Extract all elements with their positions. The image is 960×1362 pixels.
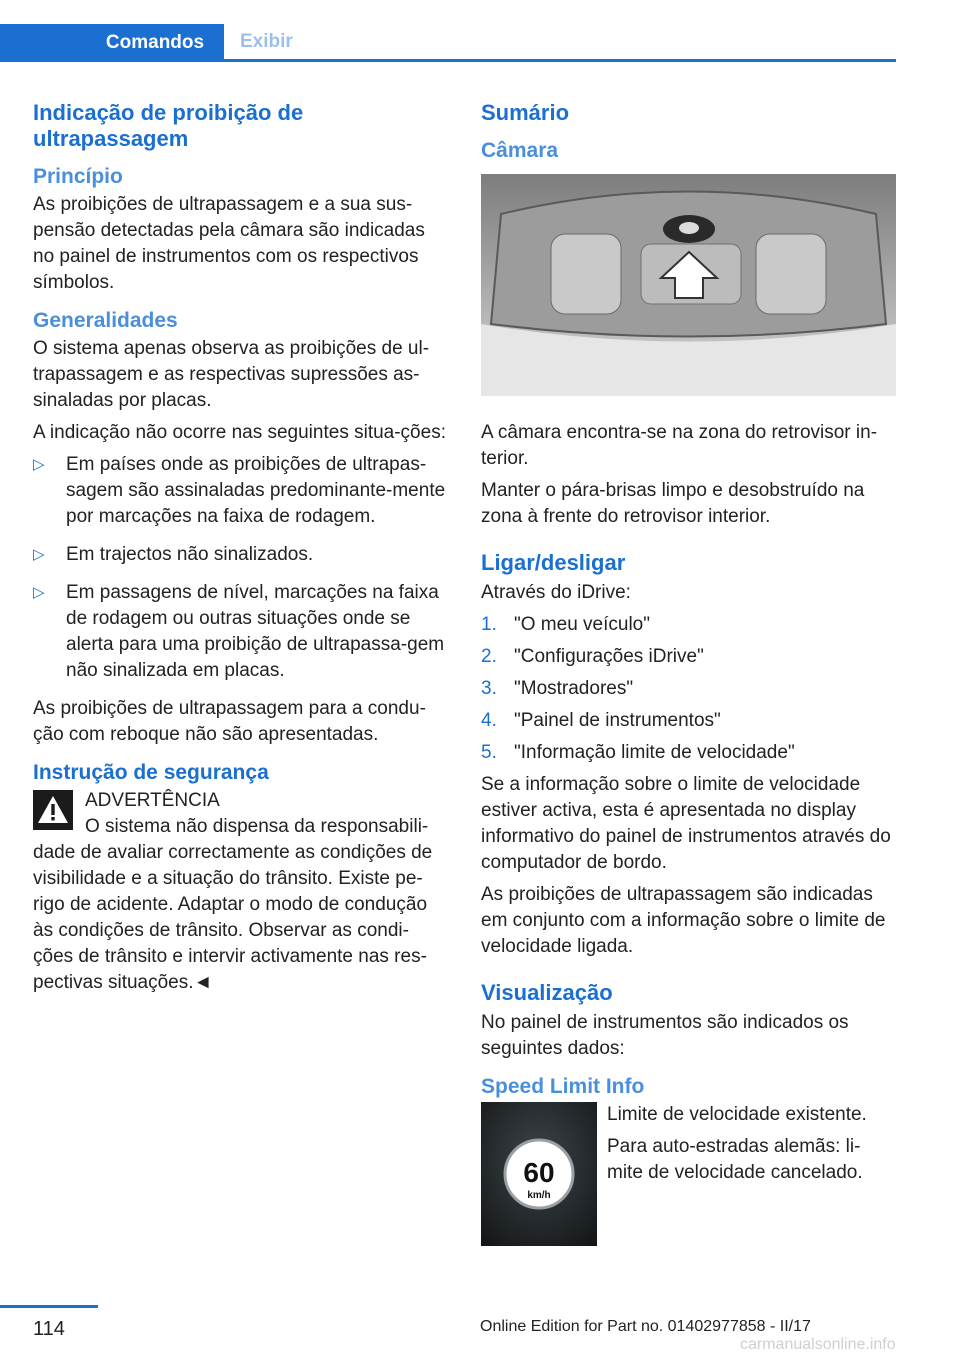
camera-location-photo	[481, 174, 896, 396]
ligar-intro: Através do iDrive:	[481, 582, 631, 603]
left-column	[33, 100, 448, 1002]
triangle-bullet-icon: ▷	[33, 456, 45, 473]
list-item: 4. "Painel de instrumentos"	[481, 710, 721, 731]
idrive-steps	[481, 612, 896, 766]
ligar-text-2: As proibições de ultrapassagem são indicadas em conjunto com a informação sobre o limite de velocidade ligada.	[481, 884, 886, 957]
camara-text-2: Manter o pára-brisas limpo e desobstruído na zona à frente do retrovisor interior.	[481, 480, 865, 527]
speed-text-1: Limite de velocidade existente.	[607, 1104, 867, 1125]
list-item: ▷ Em países onde as proibições de ultrapas-sagem são assinaladas predominante-mente por marcações na faixa de rodagem.	[33, 454, 446, 527]
page-number: 114	[33, 1318, 65, 1340]
camara-text-1: A câmara encontra-se na zona do retrovisor in-terior.	[481, 422, 878, 469]
speed-text-2: Para auto-estradas alemãs: li-mite de velocidade cancelado.	[607, 1136, 863, 1183]
list-item: 3. "Mostradores"	[481, 678, 634, 699]
list-item: 5. "Informação limite de velocidade"	[481, 742, 795, 763]
tab-comandos[interactable]: Comandos	[0, 24, 224, 62]
list-item: 2. "Configurações iDrive"	[481, 646, 704, 667]
generalidades-text-1: O sistema apenas observa as proibições de ul-trapassagem e as respectivas supressões as-sinaladas por placas.	[33, 338, 430, 411]
situations-list	[33, 452, 448, 684]
warning-text: O sistema não dispensa da responsabili-dade de avaliar correctamente as condições de visibilidade e a situação do trânsito. Existe pe-rigo de acidente. Adaptar o modo de condução às condições de trânsito. Observar as condi-ções de trânsito e intervir activamente nas res-pectivas situações.◄	[33, 816, 433, 993]
visualizacao-heading: Visualização	[481, 980, 613, 1005]
warning-triangle-icon	[33, 790, 73, 830]
edition-label: Online Edition for Part no. 01402977858 - II/17	[480, 1318, 811, 1335]
generalidades-text-2: A indicação não ocorre nas seguintes situa-ções:	[33, 422, 446, 443]
list-item: ▷ Em trajectos não sinalizados.	[33, 542, 448, 568]
right-column	[481, 100, 896, 1246]
footer-rule	[0, 1305, 98, 1308]
principio-text: As proibições de ultrapassagem e a sua sus-pensão detectadas pela câmara são indicadas no painel de instrumentos com os respectivos símbolos.	[33, 194, 425, 293]
chapter-tabs	[0, 24, 896, 62]
sign-number: 60	[523, 1157, 555, 1188]
watermark: carmanualsonline.info	[740, 1336, 896, 1353]
ligar-text-1: Se a informação sobre o limite de velocidade estiver activa, esta é apresentada no display informativo do painel de instrumentos através do computador de bordo.	[481, 774, 891, 873]
seguranca-heading: Instrução de segurança	[33, 761, 269, 784]
principio-heading: Princípio	[33, 165, 123, 188]
sumario-heading: Sumário	[481, 100, 570, 125]
sign-unit: km/h	[527, 1190, 551, 1201]
speed-limit-block	[481, 1102, 896, 1246]
tab-exibir[interactable]: Exibir	[240, 30, 293, 52]
warning-block	[33, 788, 448, 996]
header-rule	[0, 59, 896, 62]
warning-label: ADVERTÊNCIA	[85, 790, 220, 811]
list-item: 1. "O meu veículo"	[481, 614, 650, 635]
camara-heading: Câmara	[481, 139, 559, 162]
triangle-bullet-icon: ▷	[33, 546, 45, 563]
speed-heading: Speed Limit Info	[481, 1075, 645, 1098]
ligar-heading: Ligar/desligar	[481, 550, 626, 575]
section-title: Indicação de proibição de ultrapassagem	[33, 100, 304, 151]
list-item: ▷ Em passagens de nível, marcações na faixa de rodagem ou outras situações onde se alerta para uma proibição de ultrapassa-gem não sinalizada em placas.	[33, 582, 445, 681]
reboque-text: As proibições de ultrapassagem para a condu-ção com reboque não são apresentadas.	[33, 698, 426, 745]
triangle-bullet-icon: ▷	[33, 584, 45, 601]
speed-limit-sign-icon	[481, 1102, 597, 1246]
generalidades-heading: Generalidades	[33, 309, 178, 332]
visualizacao-text: No painel de instrumentos são indicados os seguintes dados:	[481, 1012, 849, 1059]
